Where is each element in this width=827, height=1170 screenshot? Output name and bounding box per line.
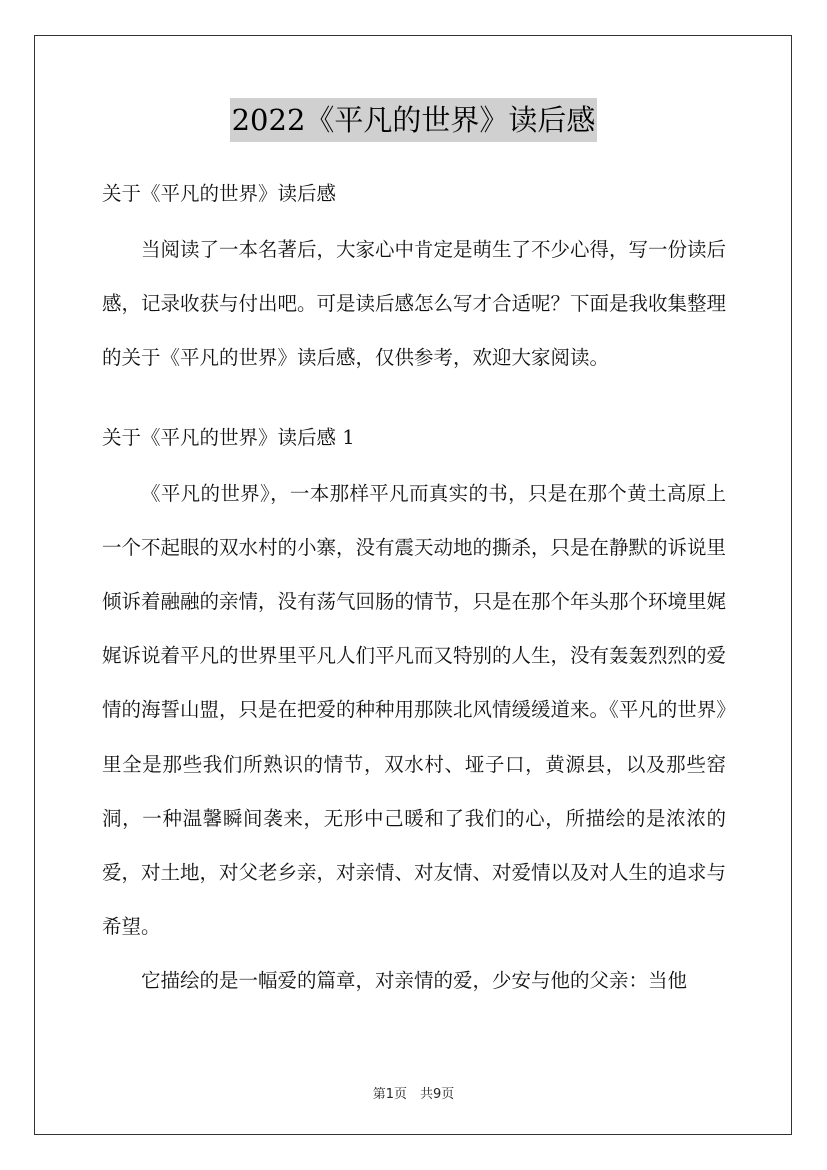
document-title: 2022《平凡的世界》读后感 [230, 98, 598, 142]
section1-paragraph-2: 它描绘的是一幅爱的篇章，对亲情的爱，少安与他的父亲：当他 [141, 969, 688, 993]
document-body [102, 172, 726, 1009]
spacer [102, 215, 726, 223]
section-spacer [102, 386, 726, 416]
section1-paragraph-1: 《平凡的世界》，一本那样平凡而真实的书，只是在那个黄土高原上一个不起眼的双水村的小寨，没有震天动地的撕杀，只是在静默的诉说里倾诉着融融的亲情，没有荡气回肠的情节，只是在那个年头那个环境里娓娓诉说着平凡的世界里平凡人们平凡而又特别的人生，没有轰轰烈烈的爱情的海誓山盟，只是在把爱的种种用那陕北风情缓缓道来。《平凡的世界》里全是那些我们所熟识的情节，双水村、垭子口，黄源县，以及那些窑洞，一种温馨瞬间袭来，无形中己暖和了我们的心，所描绘的是浓浓的爱，对土地，对父老乡亲，对亲情、对友情、对爱情以及对人生的追求与希望。 [102, 481, 727, 939]
intro-paragraph: 当阅读了一本名著后，大家心中肯定是萌生了不少心得，写一份读后感，记录收获与付出吧。可是读后感怎么写才合适呢？下面是我收集整理的关于《平凡的世界》读后感，仅供参考，欢迎大家阅读。 [102, 238, 727, 370]
spacer [102, 459, 726, 467]
intro-heading: 关于《平凡的世界》读后感 [102, 182, 337, 205]
section1-heading: 关于《平凡的世界》读后感 1 [102, 425, 355, 449]
title-container [0, 98, 827, 142]
page-footer: 第1页 共9页 [372, 1087, 455, 1102]
